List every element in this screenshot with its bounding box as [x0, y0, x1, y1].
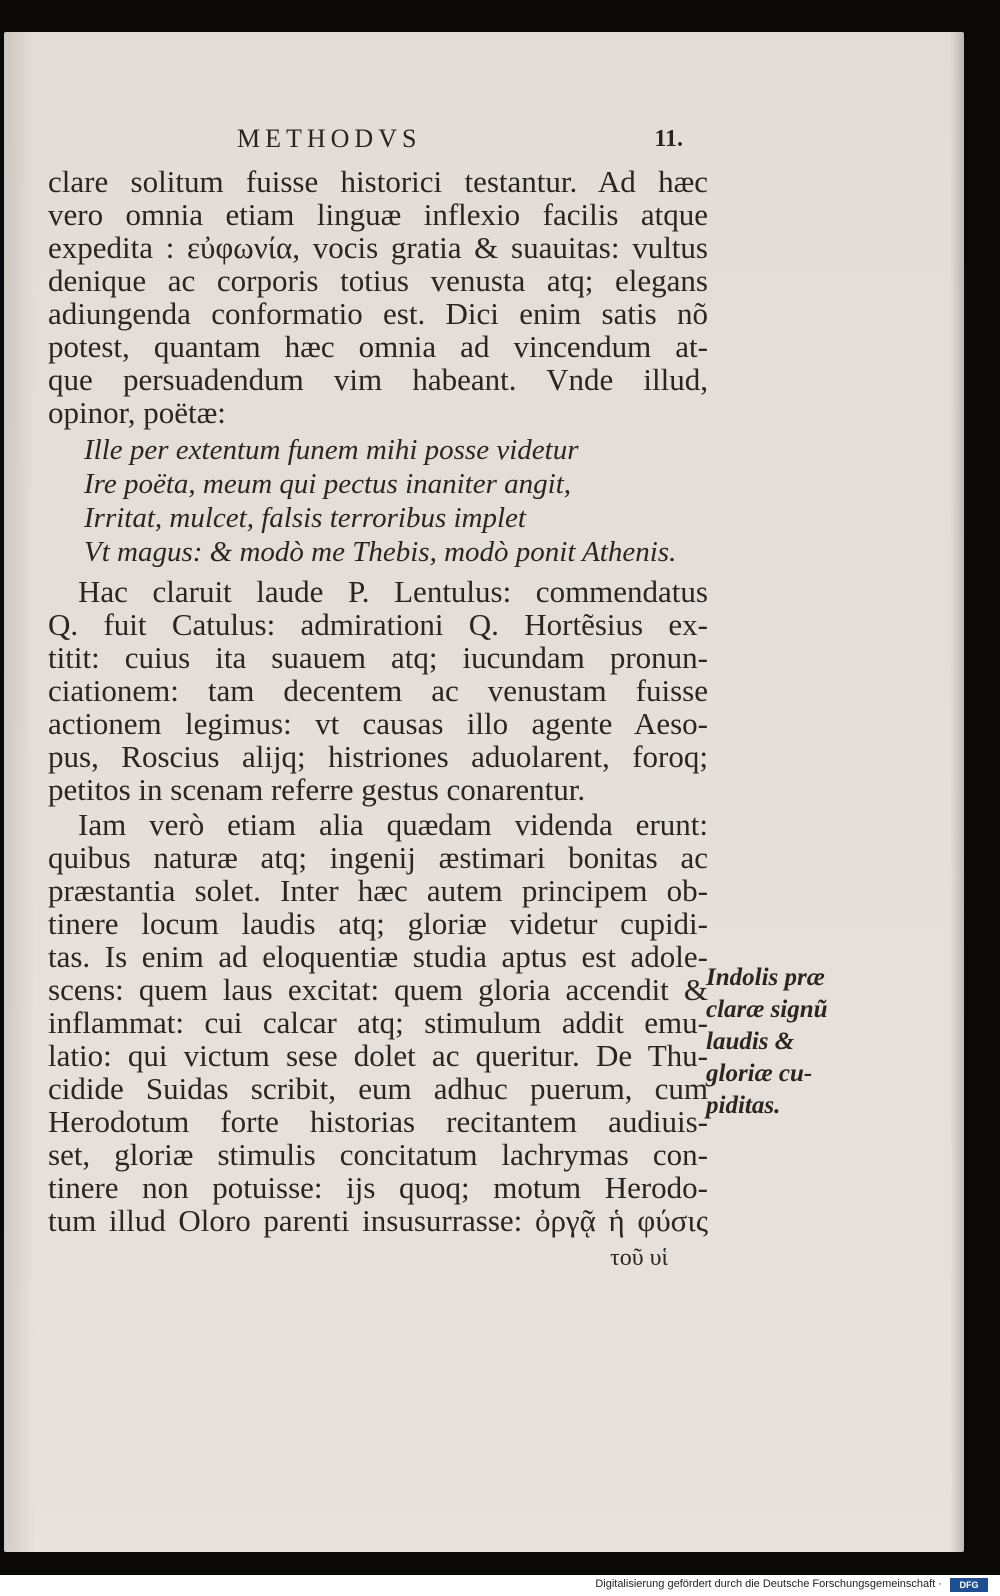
text-line: set, gloriæ stimulis concitatum lachrymas con- [48, 1138, 708, 1172]
verse-line: Irritat, mulcet, falsis terroribus implet [84, 502, 526, 534]
text-line: clare solitum fuisse historici testantur. Ad hæc [48, 165, 708, 199]
margin-note-line: gloriæ cu- [706, 1060, 813, 1087]
text-line: vero omnia etiam linguæ inflexio facilis atque [48, 198, 708, 232]
text-line: latio: qui victum sese dolet ac queritur. De Thu- [48, 1039, 708, 1073]
text-line: Hac claruit laude P. Lentulus: commendatus [78, 575, 708, 609]
text-line: denique ac corporis totius venusta atq; elegans [48, 264, 708, 298]
text-line: petitos in scenam referre gestus conarentur. [48, 773, 586, 807]
running-title: METHODVS [237, 124, 422, 153]
funding-credit: Digitalisierung gefördert durch die Deutsche Forschungsgemeinschaft · [595, 1578, 942, 1590]
text-line: præstantia solet. Inter hæc autem principem ob- [48, 874, 708, 908]
margin-note-line: claræ signũ [706, 996, 828, 1023]
verse-line: Vt magus: & modò me Thebis, modò ponit Athenis. [84, 536, 677, 568]
footer-bar [0, 1575, 1000, 1596]
text-line: expedita : εὐφωνία, vocis gratia & suauitas: vultus [48, 231, 708, 265]
text-line: que persuadendum vim habeant. Vnde illud, [48, 363, 708, 397]
text-line: opinor, poëtæ: [48, 396, 226, 430]
text-line: ciationem: tam decentem ac venustam fuisse [48, 674, 708, 708]
text-line: tinere locum laudis atq; gloriæ videtur cupidi- [48, 907, 708, 941]
text-line: quibus naturæ atq; ingenij æstimari bonitas ac [48, 841, 708, 875]
text-line: tum illud Oloro parenti insusurrasse: ὀργᾷ ἡ φύσις [48, 1204, 708, 1238]
text-line: titit: cuius ita suauem atq; iucundam pronun- [48, 641, 708, 675]
margin-note-line: Indolis præ [706, 964, 825, 991]
catchword: τοῦ υἱ [610, 1245, 668, 1271]
text-line: pus, Roscius alijq; histriones aduolarent, foroq; [48, 740, 708, 774]
margin-note-line: piditas. [706, 1092, 781, 1119]
margin-note-line: laudis & [706, 1028, 795, 1055]
page-number: 11. [654, 126, 683, 152]
text-line: actionem legimus: vt causas illo agente Aeso- [48, 707, 708, 741]
page-header [229, 124, 689, 164]
text-line: Q. fuit Catulus: admirationi Q. Hortẽsius ex- [48, 608, 708, 642]
text-line: Iam verò etiam alia quædam videnda erunt: [78, 808, 708, 842]
text-line: tinere non potuisse: ijs quoq; motum Herodo- [48, 1171, 708, 1205]
book-page [4, 32, 964, 1552]
text-line: inflammat: cui calcar atq; stimulum addit emu- [48, 1006, 708, 1040]
text-line: potest, quantam hæc omnia ad vincendum at- [48, 330, 708, 364]
text-line: tas. Is enim ad eloquentiæ studia aptus est adole- [48, 940, 708, 974]
page-edge-shadow [950, 32, 964, 1552]
text-line: cidide Suidas scribit, eum adhuc puerum, cum [48, 1072, 708, 1106]
verse-line: Ire poëta, meum qui pectus inaniter angit, [84, 468, 572, 500]
text-line: Herodotum forte historias recitantem audiuis- [48, 1105, 708, 1139]
verse-line: Ille per extentum funem mihi posse videtur [84, 434, 579, 466]
dfg-logo-icon: DFG [950, 1578, 988, 1592]
text-line: adiungenda conformatio est. Dici enim satis nõ [48, 297, 708, 331]
text-line: scens: quem laus excitat: quem gloria accendit & [48, 973, 708, 1007]
marginal-note [706, 962, 856, 1122]
